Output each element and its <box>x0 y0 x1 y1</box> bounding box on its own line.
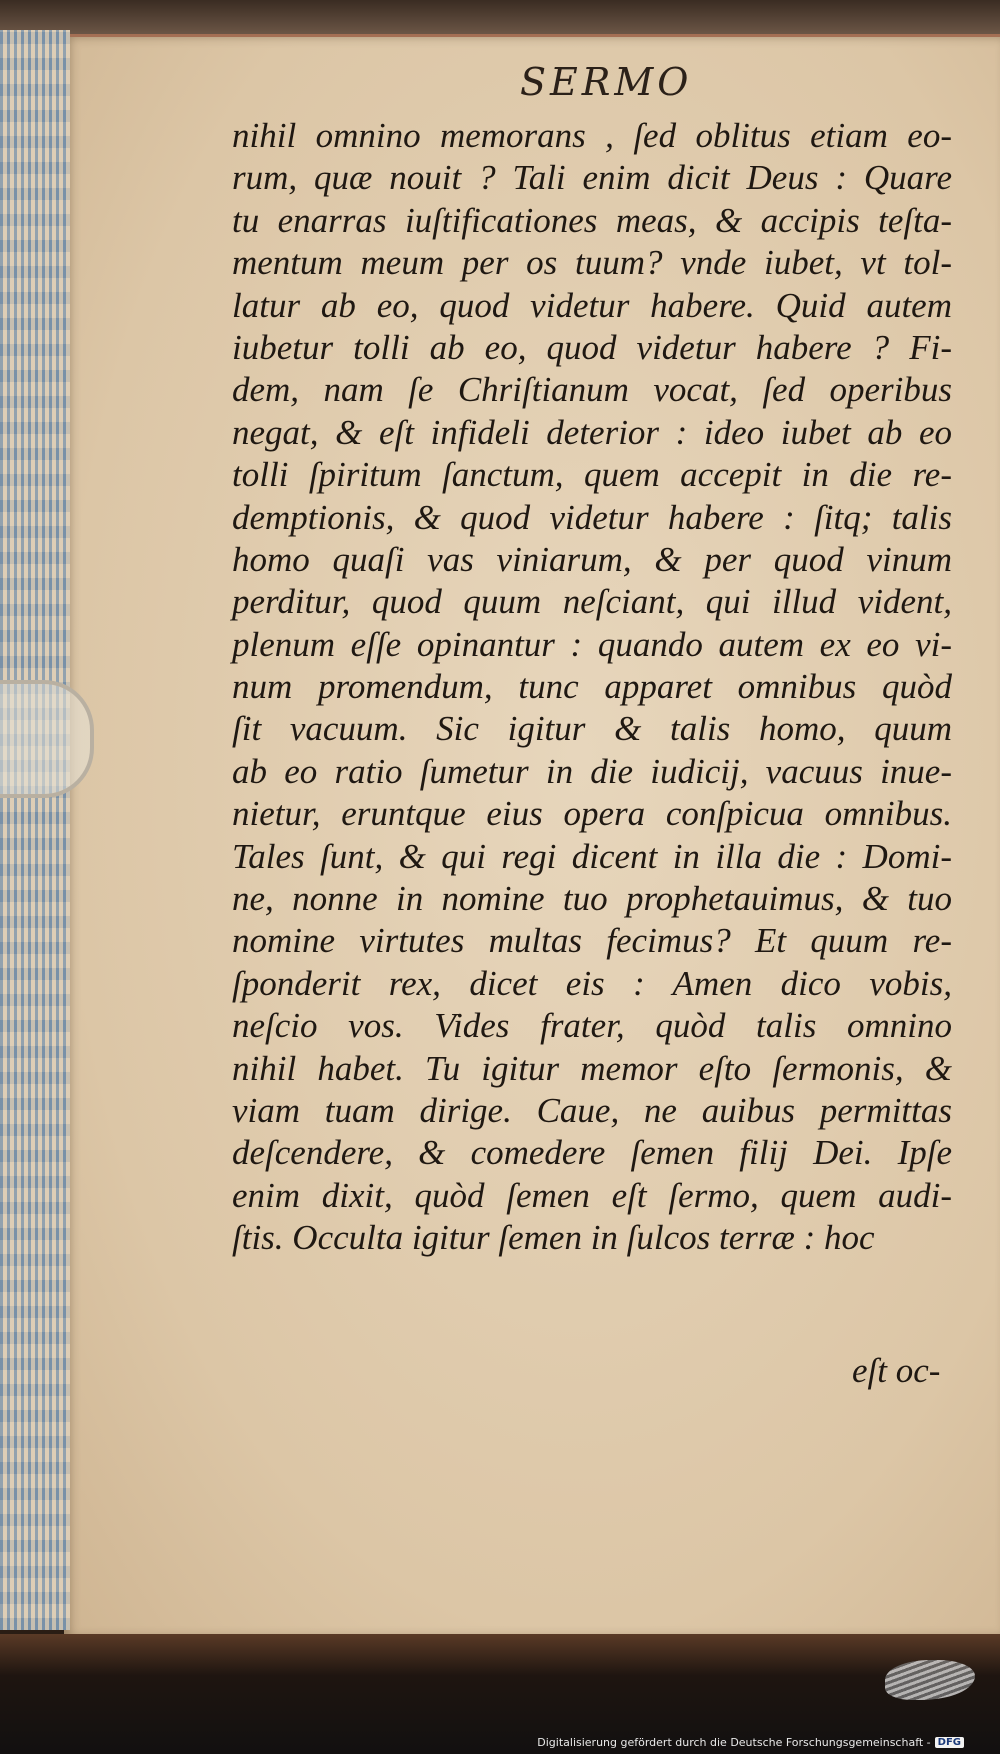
text-line: viam tuam dirige. Caue, ne auibus permittas <box>232 1090 952 1130</box>
book-fore-edge <box>0 30 70 1630</box>
text-line: mentum meum per os tuum? vnde iubet, vt tol- <box>232 243 952 283</box>
text-line: homo quaſi vas viniarum, & per quod vinum <box>232 539 952 579</box>
digitization-credit <box>537 1736 964 1749</box>
text-line: iubetur tolli ab eo, quod videtur habere ? Fi- <box>232 327 952 367</box>
text-line: ſtis. Occulta igitur ſemen in ſulcos terræ : hoc <box>232 1218 875 1258</box>
text-line: perditur, quod quum neſciant, qui illud vident, <box>232 582 952 622</box>
text-line: nihil habet. Tu igitur memor eſto ſermonis, & <box>232 1048 952 1088</box>
text-line: ſponderit rex, dicet eis : Amen dico vobis, <box>232 963 952 1003</box>
credit-text: Digitalisierung gefördert durch die Deutsche Forschungsgemeinschaft - <box>537 1736 931 1749</box>
text-line: ſit vacuum. Sic igitur & talis homo, quum <box>232 709 952 749</box>
text-line: tu enarras iuſtificationes meas, & accipis teſta- <box>232 200 952 240</box>
text-line: rum, quæ nouit ? Tali enim dicit Deus : Quare <box>232 158 952 198</box>
running-head: SERMO <box>520 60 693 104</box>
text-line: plenum eſſe opinantur : quando autem ex eo vi- <box>232 624 952 664</box>
text-line: enim dixit, quòd ſemen eſt ſermo, quem audi- <box>232 1175 952 1215</box>
text-line: tolli ſpiritum ſanctum, quem accepit in die re- <box>232 455 952 495</box>
dfg-logo: DFG <box>935 1737 964 1748</box>
text-line: deſcendere, & comedere ſemen filij Dei. Ipſe <box>232 1133 952 1173</box>
text-line: negat, & eſt infideli deterior : ideo iubet ab eo <box>232 412 952 452</box>
bookmark-ribbon <box>0 680 94 798</box>
scan-background-top <box>0 0 1000 36</box>
text-line: Tales ſunt, & qui regi dicent in illa die : Domi- <box>232 836 952 876</box>
text-line: nietur, eruntque eius opera conſpicua omnibus. <box>232 794 952 834</box>
text-line: nomine virtutes multas fecimus? Et quum re- <box>232 921 952 961</box>
text-line: ne, nonne in nomine tuo prophetauimus, & tuo <box>232 879 952 919</box>
text-line: nihil omnino memorans , ſed oblitus etiam eo- <box>232 116 952 155</box>
text-line: ab eo ratio ſumetur in die iudicij, vacuus inue- <box>232 751 952 791</box>
catchword: eſt oc- <box>852 1351 941 1390</box>
text-line: num promendum, tunc apparet omnibus quòd <box>232 667 952 707</box>
text-line: dem, nam ſe Chriſtianum vocat, ſed operibus <box>232 370 952 410</box>
text-line: latur ab eo, quod videtur habere. Quid autem <box>232 285 952 325</box>
text-line: demptionis, & quod videtur habere : ſitq; talis <box>232 497 952 537</box>
page-body-text <box>232 115 952 1260</box>
text-line: neſcio vos. Vides frater, quòd talis omnino <box>232 1006 952 1046</box>
